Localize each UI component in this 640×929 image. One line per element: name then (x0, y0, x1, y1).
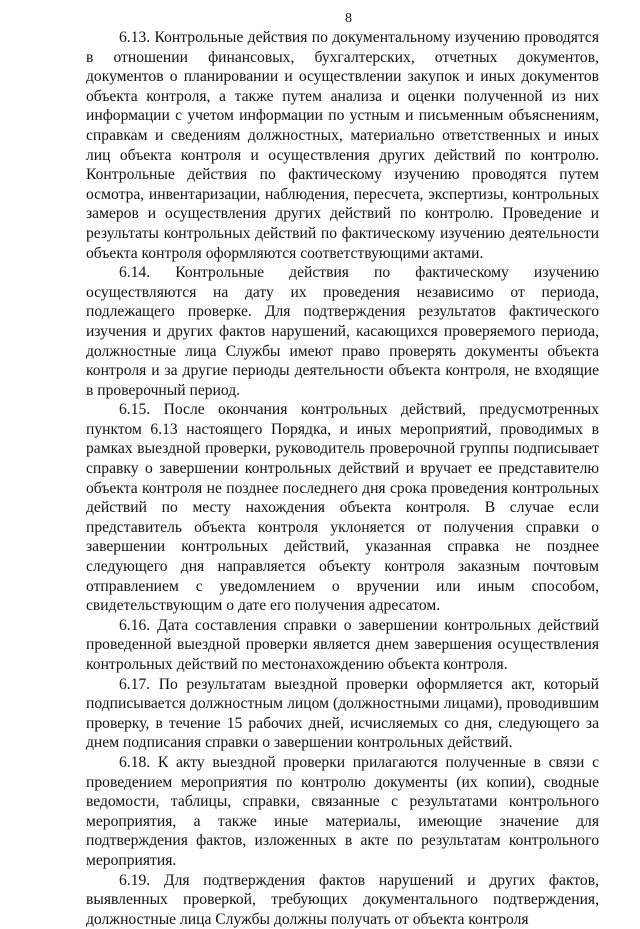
paragraph-6-15: 6.15. После окончания контрольных действий, предусмотренных пунктом 6.13 настоящего Порядка, и иных мероприятий, проводимых в рамках выездной проверки, руководитель проверочной группы подписывает справку о завершении контрольных действий и вручает ее представителю объекта контроля не позднее последнего дня срока проведения контрольных действий по месту нахождения объекта контроля. В случае если представитель объекта контроля уклоняется от получения справки о завершении контрольных действий, указанная справка не позднее следующего дня направляется объекту контроля заказным почтовым отправлением с уведомлением о вручении или иным способом, свидетельствующим о дате его получения адресатом. (86, 401, 599, 615)
document-page (86, 10, 599, 929)
paragraph-6-13: 6.13. Контрольные действия по документальному изучению проводятся в отношении финансовых, бухгалтерских, отчетных документов, документов о планировании и осуществлении закупок и иных документов объекта контроля, а также путем анализа и оценки полученной из них информации с учетом информации по устным и письменным объяснениям, справкам и сведениям должностных, материально ответственных и иных лиц объекта контроля и осуществления других действий по контролю. Контрольные действия по фактическому изучению проводятся путем осмотра, инвентаризации, наблюдения, пересчета, экспертизы, контрольных замеров и осуществления других действий по контролю. Проведение и результаты контрольных действий по фактическому изучению деятельности объекта контроля оформляются соответствующими актами. (86, 29, 599, 262)
paragraph-6-18: 6.18. К акту выездной проверки прилагаются полученные в связи с проведением мероприятия по контролю документы (их копии), сводные ведомости, таблицы, справки, связанные с результатами контрольного мероприятия, а также иные материалы, имеющие значение для подтверждения фактов, изложенных в акте по результатам контрольного мероприятия. (86, 753, 599, 869)
paragraph-6-17: 6.17. По результатам выездной проверки оформляется акт, который подписывается должностным лицом (должностными лицами), проводившим проверку, в течение 15 рабочих дней, исчисляемых со дня, следующего за днем подписания справки о завершении контрольных действий. (86, 675, 599, 752)
page-number: 8 (345, 11, 352, 26)
paragraph-6-19: 6.19. Для подтверждения фактов нарушений и других фактов, выявленных проверкой, требующих документального подтверждения, должностные лица Службы должны получать от объекта контроля (86, 871, 599, 928)
paragraph-6-14: 6.14. Контрольные действия по фактическому изучению осуществляются на дату их проведения независимо от периода, подлежащего проверке. Для подтверждения результатов фактического изучения и других фактов нарушений, касающихся проверяемого периода, должностные лица Службы имеют право проверять документы объекта контроля и за другие периоды деятельности объекта контроля, не входящие в проверочный период. (86, 264, 599, 399)
paragraph-6-16: 6.16. Дата составления справки о завершении контрольных действий проведенной выездной проверки является днем завершения осуществления контрольных действий по местонахождению объекта контроля. (86, 616, 599, 673)
